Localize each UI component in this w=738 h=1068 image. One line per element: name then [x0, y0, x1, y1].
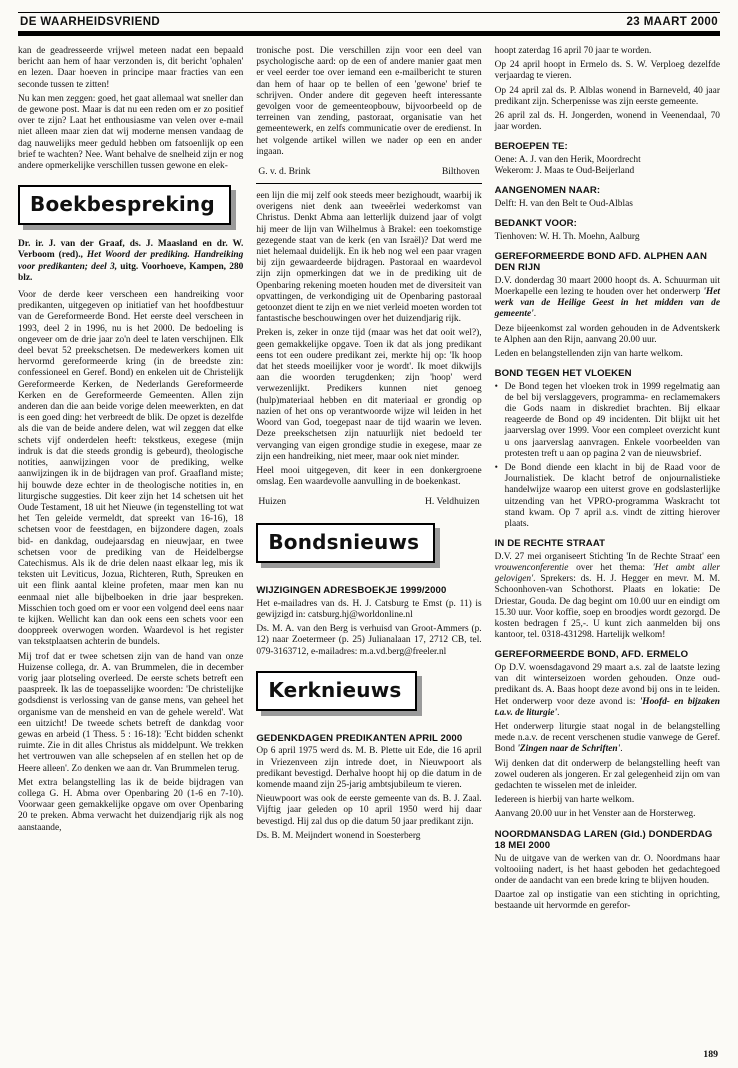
- alphen-text: D.V. donderdag 30 maart 2000 hoopt ds. A. Schuurman uit Moerkapelle een lezing te houden over het onderwerp: [494, 275, 720, 297]
- email-article-paragraph: Nu kan men zeggen: goed, het gaat allemaal wat sneller dan de gewone post. Maar is dat nu een reden om er zo positief over te zijn? Laat het enthousiasme van velen over e-mail niet alleen maar zien dat wij moderne mensen vandaag de dag nauwelijks meer geduld hebben om fatsoenlijk op een brief te wachten? Nee. Want behalve de snelheid zijn er nog andere opmerkelijke verschillen tussen gewone en elek-: [18, 93, 244, 172]
- aangenomen-line: Delft: H. van den Belt te Oud-Alblas: [494, 198, 633, 209]
- section-header-kerknieuws: Kerknieuws: [256, 671, 417, 711]
- article-heading-adresboekje: WIJZIGINGEN ADRESBOEKJE 1999/2000: [256, 585, 447, 597]
- vloeken-bullet-text: De Bond diende een klacht in bij de Raad voor de Journalistiek. De klacht betrof de onjournalistieke handelwijze waarop een uiterst grove en godslasterlijke uitzending van het VPRO-programma Waskracht tot stand kwam. Op 7 april a.s. vindt de zitting hierover plaats.: [504, 463, 720, 530]
- ermelo-quote: 'Hoofd- en bijzaken t.a.v. de liturgie': [494, 696, 720, 718]
- vloeken-bullet-item: [495, 463, 720, 530]
- column-divider-rule: [256, 183, 481, 184]
- bedankt-line: Tienhoven: W. H. Th. Moehn, Aalburg: [494, 231, 640, 242]
- book-review-paragraph: Met extra belangstelling las ik de beide bijdragen van collega G. H. Abma over Openbaring 20 (1-6 en 7-10). Voorwaar geen gemakkelijke opgave om over Openbaring 20 te preken. Abma verwacht het duizendjarig rijk als nog aanstaande,: [18, 777, 244, 833]
- ermelo-text: Het onderwerp liturgie staat nogal in de belangstelling mede n.a.v. de recent verschenen studie vanwege de Geref. Bond: [494, 721, 720, 755]
- rechte-straat-text: D.V. 27 mei organiseert Stichting 'In de Rechte Straat' een: [494, 551, 720, 562]
- author-name: G. v. d. Brink: [258, 166, 311, 178]
- article-heading-ermelo: GEREFORMEERDE BOND, AFD. ERMELO: [494, 649, 689, 661]
- page-number: 189: [703, 1049, 718, 1060]
- author-place: Bilthoven: [441, 166, 480, 178]
- ermelo-text: Op D.V. woensdagavond 29 maart a.s. zal de laatste lezing van dit winterseizoen worden gehouden. Onze oud-predikant ds. A. Baas hoopt deze avond bij ons in te leiden. Het onderwerp voor deze avond is:: [494, 662, 720, 707]
- alphen-quote: 'Het werk van de Heilige Geest in het midden van de gemeente': [494, 286, 720, 320]
- ermelo-paragraph: [495, 663, 720, 719]
- book-review-paragraph: een lijn die mij zelf ook steeds meer bezighoudt, waarbij ik overigens niet denk aan tweeërlei wederkomst van Christus. Denkt Abma aan letterlijk duizend jaar of volgt hij meer de lijn van Wilhelmus à Brakel: een toekomstige gezegende staat van de kerk (en van Israël)? Dat werd me niet helemaal duidelijk. En ik heb nog wel een paar vragen bij zijn gewaardeerde bijdragen. Pastoraal en waardevol zijn zijn opmerkingen dat we in de prediking uit de Openbaring rekening moeten houden met de diversiteit van opvattingen, de verkondiging uit de Openbaring pastoraal getoonzet dient te zijn en we niet verleid moeten worden tot fantastische beschouwingen over het duizendjarig rijk.: [256, 191, 482, 325]
- article-heading-gedenkdagen: GEDENKDAGEN PREDIKANTEN APRIL 2000: [256, 732, 463, 744]
- rechte-straat-text: over het thema:: [568, 563, 653, 573]
- ermelo-paragraph: Wij denken dat dit onderwerp de belangstelling heeft van zowel ouderen als jongeren. Er zal gelegenheid zijn om van gedachten te wisselen met de inleider.: [494, 758, 720, 791]
- masthead-date: 23 MAART 2000: [626, 16, 718, 28]
- gedenkdagen-paragraph: 26 april zal ds. H. Jongerden, wonend in Veenendaal, 70 jaar worden.: [494, 111, 720, 133]
- bullet-icon: •: [494, 463, 498, 474]
- email-article-paragraph: kan de geadresseerde vrijwel meteen nadat een bepaald bericht aan hem of haar verzonden is, dit bericht 'ophalen' en lezen. Daar hoeven in principe maar fracties van een seconde tussen te zitten!: [18, 46, 244, 90]
- noordmansdag-paragraph: Daartoe zal op instigatie van een stichting in oprichting, bestaande uit hervormde en gerefor-: [494, 890, 720, 912]
- rechte-straat-italic: 'Het ambt aller gelovigen': [494, 563, 720, 585]
- rechte-straat-text: . Sprekers: ds. H. J. Hegger en mevr. M. M. Schoonhoven-van Schothorst. Plaats en lokatie: De Driestar, Gouda. De dag begint om 10.00 uur en eindigt om 15.30 uur. Voor koffie, soep en broodjes wordt gezorgd. De kosten bedragen f 25,-. U kunt zich aanmelden bij ons kantoor, tel. 0318-431298. Hartelijk welkom!: [494, 574, 720, 641]
- article-heading-noordmansdag: NOORDMANSDAG LAREN (Gld.) DONDERDAG 18 MEI 2000: [494, 828, 713, 852]
- article-heading-rechte-straat: IN DE RECHTE STRAAT: [494, 538, 606, 550]
- noordmansdag-paragraph: Nu de uitgave van de werken van dr. O. Noordmans haar voltooiing nadert, is het haast geboden het gedachtegoed onder de aandacht van een brede kring te blijven houden.: [494, 853, 720, 886]
- column-1: [18, 46, 243, 916]
- review-book-title: Het Woord der prediking. Handreiking voor predikanten; deel 3,: [18, 250, 244, 272]
- ermelo-paragraph: Iedereen is hierbij van harte welkom.: [494, 795, 635, 806]
- gedenkdagen-paragraph: hoopt zaterdag 16 april 70 jaar te worden.: [494, 46, 652, 56]
- masthead-rule: [18, 31, 720, 36]
- article-heading-vloeken: BOND TEGEN HET VLOEKEN: [494, 368, 632, 380]
- ermelo-paragraph: [495, 722, 720, 756]
- alphen-paragraph: Leden en belangstellenden zijn van harte welkom.: [494, 348, 683, 359]
- author-name: H. Veldhuizen: [424, 496, 480, 508]
- adresboekje-paragraph: Het e-mailadres van ds. H. J. Catsburg te Emst (p. 11) is gewijzigd in: catsburg.hj@worldonline.nl: [256, 598, 482, 621]
- masthead: [18, 12, 720, 31]
- gedenkdagen-paragraph: Ds. B. M. Meijndert wonend in Soesterberg: [256, 830, 421, 841]
- gedenkdagen-paragraph: Op 24 april zal ds. P. Alblas wonend in Barneveld, 40 jaar predikant zijn. Scherpenisse was zijn eerste gemeente.: [494, 85, 720, 107]
- review-credit-publisher: uitg. Voorhoeve, Kampen, 280 blz.: [18, 261, 244, 283]
- beroepen-line: Wekerom: J. Maas te Oud-Beijerland: [494, 166, 635, 177]
- email-article-paragraph: tronische post. Die verschillen zijn voor een deel van psychologische aard: op de een of andere manier gaat men er veel eerder toe over iemand een e-mailbericht te sturen dan hem of haar op te bellen of een 'gewone' brief te schrijven. Onder andere dit gegeven heeft interessante gevolgen voor de gemeenteopbouw, bijvoorbeeld op de terreinen van zending, pastoraat, organisatie van het gemeentewerk, en zelfs communicatie over de eredienst. In het volgende artikel willen we nader op een en ander ingaan.: [256, 46, 482, 157]
- ermelo-text: .: [620, 744, 623, 755]
- alphen-text: .: [533, 309, 537, 320]
- columns: [18, 46, 720, 916]
- beroepen-line: Oene: A. J. van den Herik, Moordrecht: [494, 154, 641, 165]
- book-review-paragraph: Voor de derde keer verscheen een handreiking voor predikanten, uitgegeven op initiatief van het hoofdbestuur van de Gereformeerde Bond. Het eerste deel verscheen in 1993, deel 2 in 1996, nu is het 2000. De bedoeling is ongeveer om de drie jaar zo'n deel te laten verschijnen. Elk deel bevat 52 preekschetsen. De medewerkers komen uit hervormd gereformeerde kring (in de breedste zin: confessioneel en Geref. Bond) en enkelen uit de Christelijk Gereformeerde Kerken, de Nederlands Gereformeerde Kerken en de Gereformeerde Gemeenten. Allen zijn anderen dan die aan beide vorige delen meewerkten, en dat is een goed ding: het verbreedt de blik. De opzet is dezelfde als die van de beide andere delen, wat wil zeggen dat elke schets vijf onderdelen heeft: tekstkeus, exegese (mijn indruk is dat die steeds grondig is gebeurd), theologische notities, aanwijzingen voor de prediking, welke aanwijzingen ik in de bijdragen van prof. Graafland miste; hij bouwde deze echter in de theologische notities in, en liturgische suggesties. Dit keer zijn het 14 schetsen uit het Oude Testament, 18 uit het Nieuwe (in tegenstelling tot wat het Ten geleide vermeldt, dat spreekt van 16-16), 18 schetsen voor de feestdagen, en bijzondere dagen, zoals bid- en dankdag, oudejaarsdag en nieuwjaar, en twee schetsen voor de prediking van de Heidelbergse Catechismus. Als ik de drie delen naast elkaar leg, mis ik teksten uit Leviticus, Jozua, Richteren, Ruth, Spreuken en uit een flink aantal kleine profeten, maar men kan nu eenmaal niet alle bijbelboeken in drie jaar bespreken. Misschien toch goed om er voor een volgend deel eens naar te kijken. Wellicht kan dan ook eens een schets voor een dooppreek overwogen worden. Waardevol is het register van tekstplaatsen achterin de bundels.: [18, 290, 244, 648]
- author-place: Huizen: [258, 496, 287, 508]
- article-heading-alphen: GEREFORMEERDE BOND AFD. ALPHEN AAN DEN RIJN: [494, 250, 707, 274]
- rechte-straat-paragraph: [495, 552, 720, 642]
- column-3: [495, 46, 720, 916]
- article-heading-bedankt: BEDANKT VOOR:: [494, 218, 577, 230]
- masthead-title: DE WAARHEIDSVRIEND: [20, 16, 161, 28]
- book-review-paragraph: Mij trof dat er twee schetsen zijn van de hand van onze Huizense collega, dr. A. van Brummelen, die in december vorig jaar plotseling overleed. De eerste schets betreft een paaspreek. Ik las de toepasselijke woorden: 'De christelijke godsdienst is verlossing van de ganse mens, van geheel het organisme van de mensheid en van de gehele wereld'. Wat een uitzicht! De tweede schets betreft de dankdag voor gewas en arbeid (1 Thess. 5 : 16-18): 'Echt bidden schenkt ruimte. Zie in dit alles Christus als middelpunt. We trekken het vertrouwen van alle schepselen af en stellen het op de Heere alleen'. Zo denken we aan dr. Van Brummelen terug.: [18, 651, 244, 774]
- book-review-paragraph: Heel mooi uitgegeven, dit keer in een donkergroene omslag. Een waardevolle aanvulling in de boekenkast.: [256, 465, 482, 488]
- article-heading-beroepen: BEROEPEN TE:: [494, 141, 568, 153]
- review-credit-authors: Dr. ir. J. van der Graaf, ds. J. Maasland en dr. W. Verboom (red).,: [18, 239, 244, 261]
- article-heading-aangenomen: AANGENOMEN NAAR:: [494, 185, 601, 197]
- gedenkdagen-paragraph: Nieuwpoort was ook de eerste gemeente van ds. B. J. Zaal. Vijftig jaar geleden op 10 april 1950 werd hij daar bevestigd. Hij zal dus op die datum 50 jaar predikant zijn.: [256, 794, 482, 827]
- alphen-paragraph: Deze bijeenkomst zal worden gehouden in de Adventskerk te Alphen aan den Rijn, aanvang 20.00 uur.: [494, 323, 720, 345]
- adresboekje-paragraph: Ds. M. A. van den Berg is verhuisd van Groot-Ammers (p. 12) naar Zoetermeer (p. 25) Julianalaan 17, 2712 CB, tel. 079-3163712, e-mailadres: m.a.vd.berg@freeler.nl: [256, 624, 482, 657]
- email-article-signature: [258, 166, 479, 177]
- vloeken-bullet-item: [495, 382, 720, 460]
- section-header-bondsnieuws: Bondsnieuws: [256, 523, 435, 563]
- gedenkdagen-paragraph: Op 6 april 1975 werd ds. M. B. Plette uit Ede, die 16 april in Vriezenveen zijn intrede doet, in Nieuwpoort als predikant bevestigd. Derhalve hoopt hij op die datum in de komende maand zijn 25-jarig ambtsjubileum te vieren.: [256, 746, 482, 790]
- rechte-straat-italic: vrouwenconferentie: [494, 563, 569, 573]
- vloeken-bullet-text: De Bond tegen het vloeken trok in 1999 regelmatig aan de bel bij verslaggevers, programma- en reclamemakers die Gods naam in diskrediet brachten. Bij elkaar reageerde de Bond op 49 incidenten. Dit blijkt uit het jaarverslag over 1999. Voor een compleet overzicht kunt u ons jaarverslag aanvragen. Enkele voorbeelden van protesten treft u aan op pagina 2 van de nieuwsbrief.: [504, 381, 720, 459]
- book-review-credit: [18, 239, 243, 284]
- column-2: [256, 46, 481, 916]
- gedenkdagen-paragraph: Op 24 april hoopt in Ermelo ds. S. W. Verploeg dezelfde verjaardag te vieren.: [494, 60, 720, 82]
- ermelo-text: .: [557, 707, 560, 718]
- alphen-paragraph: [495, 276, 720, 321]
- ermelo-paragraph: Aanvang 20.00 uur in het Venster aan de Horsterweg.: [494, 809, 696, 820]
- book-review-signature: [258, 496, 479, 507]
- book-review-paragraph: Preken is, zeker in onze tijd (maar was het dat ooit wel?), geen gemakkelijke opgave. Toen ik dat als jong predikant eens tot een oudere predikant zei, merkte hij op: 'Ik hoop dat het steeds moeilijker voor je wordt'. Ik moet dikwijls aan die woorden terugdenken; zijn 'hoop' werd verwezenlijkt. Predikers kunnen niet genoeg (hulp)materiaal hebben en dit materiaal er grondig op nazien of het ons op verantwoorde wijze wil leiden in het Woord van God, toegepast naar de tijd waarin we leven. Deze preekschetsen zijn natuurlijk niet bedoeld ter vervanging van eigen grondige studie in exegese, maar ze zijn een handreiking, niet meer, maar ook niet minder.: [256, 328, 482, 462]
- bullet-icon: •: [494, 381, 498, 392]
- ermelo-quote: 'Zingen naar de Schriften': [517, 744, 621, 755]
- section-header-boekbespreking: Boekbespreking: [18, 185, 231, 225]
